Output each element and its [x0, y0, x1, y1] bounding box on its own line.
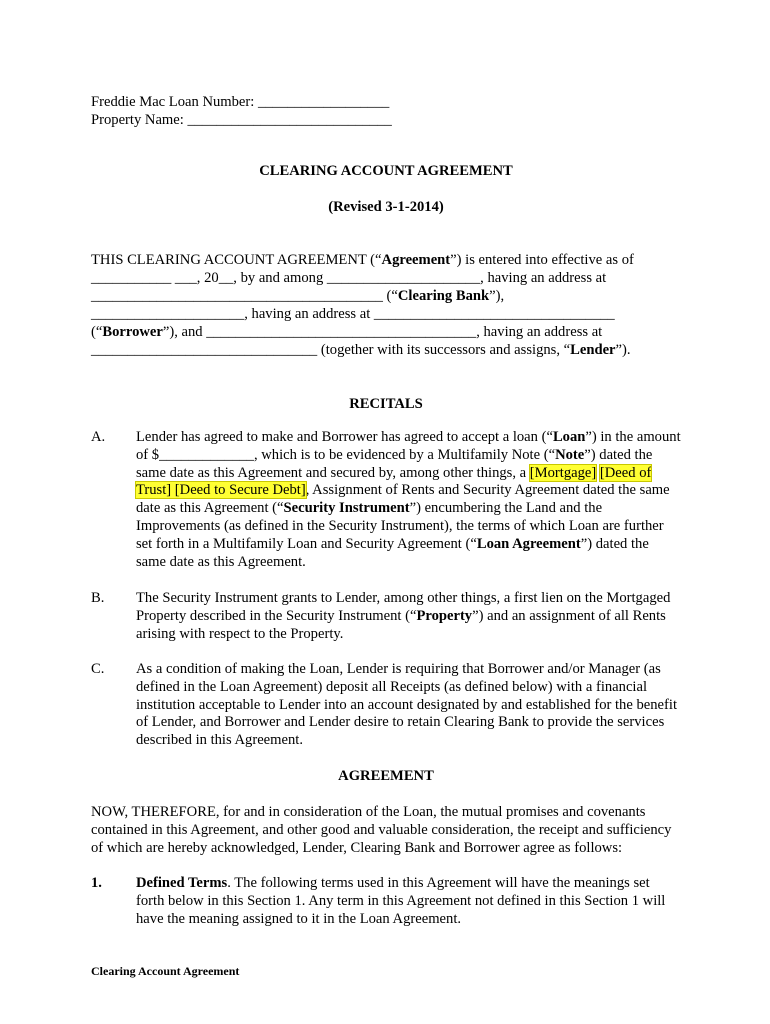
section-text: Defined Terms. The following terms used in this Agreement will have the meanings set forth below in this Section 1. Any term in this Agreement not defined in this Section 1 will have the meaning assigned to it in the Loan Agreement. [136, 875, 666, 927]
document-title: CLEARING ACCOUNT AGREEMENT [259, 163, 513, 179]
section-title: Defined Terms [136, 875, 228, 891]
property-name-line: Property Name: ____________________________ [91, 112, 392, 128]
recital-text: Lender has agreed to make and Borrower has agreed to accept a loan (“Loan”) in the amount of $_____________, which is to be evidenced by a Multifamily Note (“Note”) dated the same date as this Agreement and secured by, among other things, a [Mortgage] [Deed of Trust] [Deed to Secure Debt], Assignment of Rents and Security Agreement dated the same date as this Agreement (“Security Instrument”) encumbering the Land and the Improvements (as defined in the Security Instrument), the terms of which Loan are further set forth in a Multifamily Loan and Security Agreement (“Loan Agreement”) dated the same date as this Agreement. [136, 429, 681, 570]
loan-number-line: Freddie Mac Loan Number: __________________ [91, 94, 390, 110]
intro-line-4: _____________________, having an address at _________________________________ [91, 306, 615, 322]
recital-letter: A. [91, 429, 106, 445]
page-footer: Clearing Account Agreement [91, 964, 240, 978]
intro-line-3: ________________________________________ (“Clearing Bank”), [91, 288, 505, 304]
highlighted-placeholder: [Mortgage] [529, 464, 597, 481]
agreement-heading: AGREEMENT [338, 768, 434, 784]
recitals-heading: RECITALS [349, 396, 423, 412]
recital-text: As a condition of making the Loan, Lender is requiring that Borrower and/or Manager (as defined in the Loan Agreement) deposit all Receipts (as defined below) with a financial institution acceptable to Lender into an account designated by and established for the benefit of Lender, and Borrower and Lender desire to retain Clearing Bank to provide the services described in this Agreement. [136, 661, 678, 749]
recital-letter: B. [91, 590, 105, 606]
recital-letter: C. [91, 661, 105, 677]
now-therefore-paragraph: NOW, THEREFORE, for and in consideration of the Loan, the mutual promises and covenants contained in this Agreement, and other good and valuable consideration, the receipt and sufficiency of which are hereby acknowledged, Lender, Clearing Bank and Borrower agree as follows: [91, 804, 672, 856]
intro-line-1: THIS CLEARING ACCOUNT AGREEMENT (“Agreement”) is entered into effective as of [91, 252, 634, 268]
intro-line-6: _______________________________ (together with its successors and assigns, “Lender”). [91, 342, 631, 358]
revision-date: (Revised 3-1-2014) [328, 199, 444, 215]
highlighted-placeholder: [Deed of Trust] [Deed to Secure Debt] [136, 464, 652, 499]
section-number: 1. [91, 875, 102, 891]
intro-line-2: ___________ ___, 20__, by and among _____________________, having an address at [91, 270, 607, 286]
intro-line-5: (“Borrower”), and _____________________________________, having an address at [91, 324, 603, 340]
recital-text: The Security Instrument grants to Lender, among other things, a first lien on the Mortgaged Property described in the Security Instrument (“Property”) and an assignment of all Rents arising with respect to the Property. [136, 590, 671, 642]
